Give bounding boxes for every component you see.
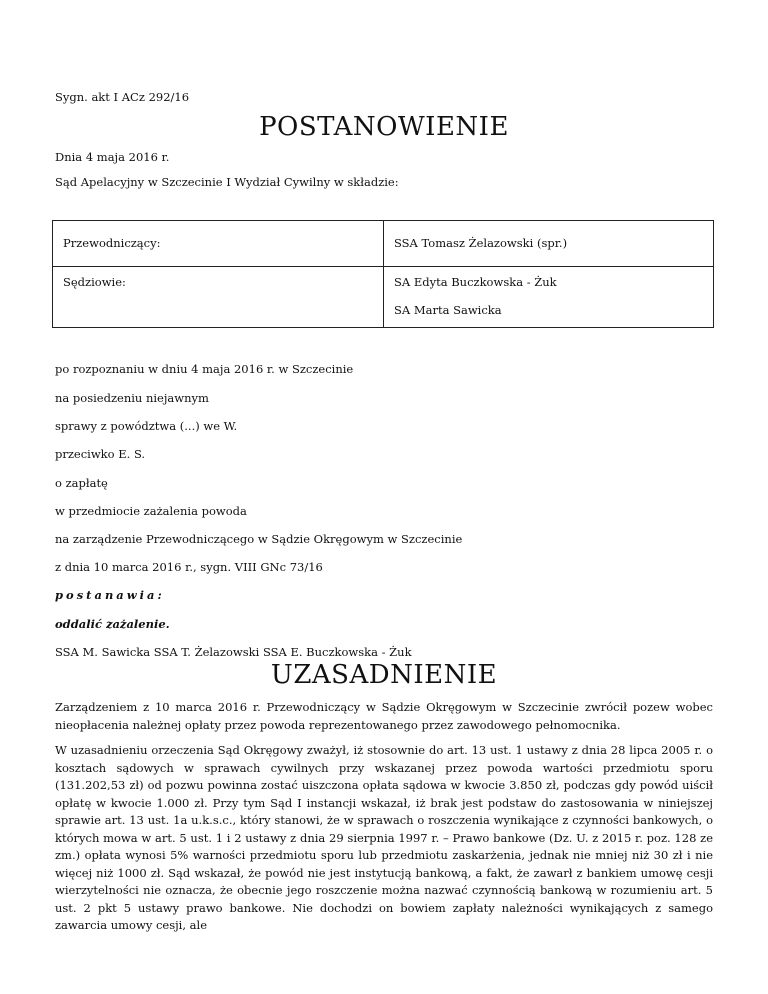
bench-table (52, 220, 714, 328)
procedure-line: z dnia 10 marca 2016 r., sygn. VIII GNc 73/16 (55, 560, 323, 574)
date-line: Dnia 4 maja 2016 r. (55, 150, 170, 164)
judges-label: Sędziowie: (63, 275, 126, 289)
bench-cell-judges-label (53, 267, 384, 328)
procedure-line: sprawy z powództwa (...) we W. (55, 419, 238, 433)
justification-paragraph: Zarządzeniem z 10 marca 2016 r. Przewodniczący w Sądzie Okręgowym w Szczecinie zwrócił pozew wobec nieopłacenia należnej opłaty przez powoda reprezentowanego przez zawodowego pełnomocnika. (55, 700, 713, 732)
decree-word: postanawia: (55, 588, 165, 602)
judge-name: SA Edyta Buczkowska - Żuk (394, 275, 557, 289)
justification-paragraph: W uzasadnieniu orzeczenia Sąd Okręgowy zważył, iż stosownie do art. 13 ust. 1 ustawy z dnia 28 lipca 2005 r. o kosztach sądowych w sprawach cywilnych przy wskazanej przez powoda wartości przedmiotu sporu (131.202,53 zł) od pozwu powinna zostać uiszczona opłata sądowa w kwocie 3.850 zł, podczas gdy powód uiścił opłatę w kwocie 1.000 zł. Przy tym Sąd I instancji wskazał, iż brak jest podstaw do zastosowania w niniejszej sprawie art. 13 ust. 1a u.k.s.c., który stanowi, że w sprawach o roszczenia wynikające z czynności bankowych, o których mowa w art. 5 ust. 1 i 2 ustawy z dnia 29 sierpnia 1997 r. – Prawo bankowe (Dz. U. z 2015 r. poz. 128 ze zm.) opłata wynosi 5% warności przedmiotu sporu lub przedmiotu zaskarżenia, jednak nie mniej niż 30 zł i nie więcej niż 1000 zł. Sąd wskazał, że powód nie jest instytucją bankową, a fakt, że zawarł z bankiem umowę cesji wierzytelności nie oznacza, że obecnie jego roszczenie można nazwać czynnością bankową w rozumieniu art. 5 ust. 2 pkt 5 ustawy prawo bankowe. Nie dochodzi on bowiem zapłaty należności wynikających z samego zawarcia umowy cesji, ale (55, 743, 713, 932)
procedure-line: o zapłatę (55, 476, 108, 490)
procedure-line: po rozpoznaniu w dniu 4 maja 2016 r. w Szczecinie (55, 362, 354, 376)
presiding-label: Przewodniczący: (63, 236, 161, 250)
case-number: Sygn. akt I ACz 292/16 (55, 90, 190, 104)
judge-name: SA Marta Sawicka (394, 303, 502, 317)
procedure-line: przeciwko E. S. (55, 447, 146, 461)
court-line: Sąd Apelacyjny w Szczecinie I Wydział Cywilny w składzie: (55, 175, 399, 189)
bench-cell-presiding-name (384, 221, 714, 267)
justification-title: UZASADNIENIE (270, 660, 498, 690)
decision: oddalić zażalenie. (55, 617, 170, 631)
bench-cell-judges-names (384, 267, 714, 328)
signatures: SSA M. Sawicka SSA T. Żelazowski SSA E. Buczkowska - Żuk (55, 645, 412, 659)
procedure-line: na posiedzeniu niejawnym (55, 391, 209, 405)
bench-cell-presiding-label (53, 221, 384, 267)
procedure-line: na zarządzenie Przewodniczącego w Sądzie Okręgowym w Szczecinie (55, 532, 463, 546)
document-title: POSTANOWIENIE (259, 112, 509, 142)
presiding-name: SSA Tomasz Żelazowski (spr.) (394, 236, 568, 250)
procedure-line: w przedmiocie zażalenia powoda (55, 504, 247, 518)
